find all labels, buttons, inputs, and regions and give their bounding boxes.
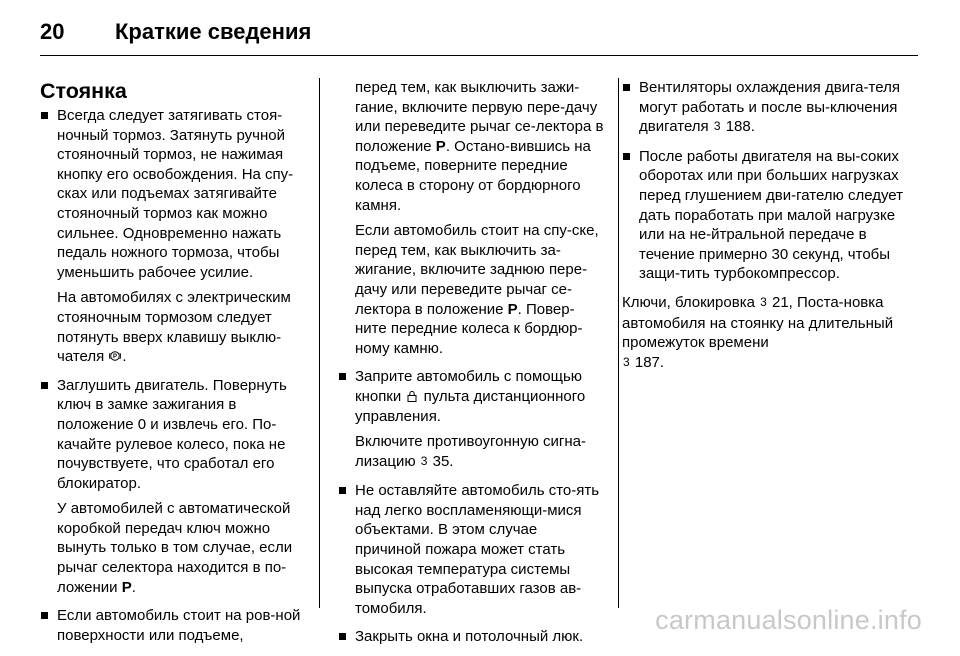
section-title: Стоянка (40, 79, 127, 103)
gear-position: P (507, 300, 518, 318)
list-item (338, 367, 606, 472)
paragraph (57, 288, 304, 366)
column-divider (319, 78, 320, 608)
page-reference-icon: 3 (713, 119, 721, 134)
svg-text:P: P (113, 354, 118, 361)
watermark: carmanualsonline.info (655, 605, 922, 635)
list-item (40, 106, 304, 367)
page-number: 20 (40, 19, 65, 44)
list-item (622, 147, 906, 284)
paragraph-text: Вентиляторы охлаждения двига-теля могут работать и после вы-ключения двигателя (639, 79, 900, 136)
page-reference-icon: 3 (623, 354, 630, 369)
page-title: Краткие сведения (115, 19, 312, 44)
list-item (338, 481, 606, 618)
paragraph: После работы двигателя на вы-соких оборотах или при больших нагрузках перед глушением дви-гателю следует дать поработать при малой нагрузке или на не-йтральной передаче в течение примерно 30 секунд, чтобы защи-тить турбокомпрессор. (639, 147, 904, 283)
paragraph-text: пульта дистанционного управления. (355, 387, 586, 425)
page-reference-icon: 3 (420, 453, 428, 468)
column-2 (338, 78, 606, 656)
paragraph (355, 432, 606, 472)
paragraph-text: . Остано-вившись на подъеме, поверните передние колеса в сторону от бордюрного камня. (355, 137, 591, 214)
column-3 (622, 78, 906, 373)
paragraph-text: Заприте автомобиль с помощью кнопки (355, 368, 583, 405)
paragraph (57, 499, 304, 597)
paragraph (639, 78, 906, 138)
paragraph-text: . (122, 348, 127, 366)
paragraph: Если автомобиль стоит на ров-ной поверхности или подъеме, (57, 607, 301, 644)
page-reference-icon: 3 (760, 294, 767, 309)
list-item (338, 627, 606, 647)
gear-position: P (121, 578, 132, 596)
paragraph: Заглушить двигатель. Повернуть ключ в замке зажигания в положение 0 и извлечь его. По-качайте рулевое колесо, пока не почувствуете, что сработал его блокиратор. (57, 376, 287, 492)
list-item (40, 376, 304, 598)
page-header (40, 12, 311, 52)
page-reference[interactable]: 188. (725, 118, 755, 136)
page-reference[interactable]: 21, Поста-новка автомобиля на стоянку на длительный промежуток времени (622, 293, 894, 352)
paragraph-text: . Повер-ните передние колеса к бордюр-ному камню. (355, 300, 583, 357)
paragraph-text: Если автомобиль стоит на спу-ске, перед тем, как выключить за-жигание, включите заднюю пере-дачу или переведите рычаг се-лектора в положение (355, 222, 599, 318)
paragraph: Всегда следует затягивать стоя-ночный тормоз. Затянуть ручной стояночный тормоз, не нажимая кнопку его освобождения. На спу-сках или подъемах затягивайте стояночный тормоз как можно сильнее. Одновременно нажать педаль ножного тормоза, чтобы уменьшить рабочее усилие. (57, 107, 294, 281)
paragraph-text: перед тем, как выключить зажи-гание, включите первую пере-дачу или переведите рычаг се-лектора в положение (355, 79, 604, 155)
paragraph (355, 367, 606, 426)
header-divider (40, 55, 918, 56)
paragraph (355, 78, 606, 215)
paragraph (355, 221, 606, 358)
paragraph-text: Ключи, блокировка (622, 293, 755, 311)
list-item (40, 606, 304, 645)
list-item-continuation (338, 78, 606, 358)
paragraph: Закрыть окна и потолочный люк. (355, 628, 584, 646)
lock-icon (406, 390, 418, 402)
gear-position: P (435, 137, 446, 155)
column-1 (40, 78, 304, 654)
paragraph-text: На автомобилях с электрическим стояночным тормозом следует потянуть вверх клавишу выклю-чателя (57, 289, 291, 366)
paragraph-text: Включите противоугонную сигна-лизацию (355, 433, 586, 470)
paragraph-text: . (131, 578, 136, 596)
paragraph: Не оставляйте автомобиль сто-ять над легко воспламеняющи-мися объектами. В этом случае причиной пожара может стать высокая температура системы выпуска отработавших газов ав-томобиля. (355, 482, 600, 617)
parking-brake-icon (109, 350, 121, 362)
list-item (622, 78, 906, 138)
page-reference[interactable]: 187. (634, 353, 665, 371)
page-reference[interactable]: 35. (432, 452, 454, 470)
paragraph-text: У автомобилей с автоматической коробкой передач ключ можно вынуть только в том случае, если рычаг селектора находится в по-ложении (57, 500, 293, 596)
paragraph (622, 293, 906, 373)
column-divider (618, 78, 619, 608)
